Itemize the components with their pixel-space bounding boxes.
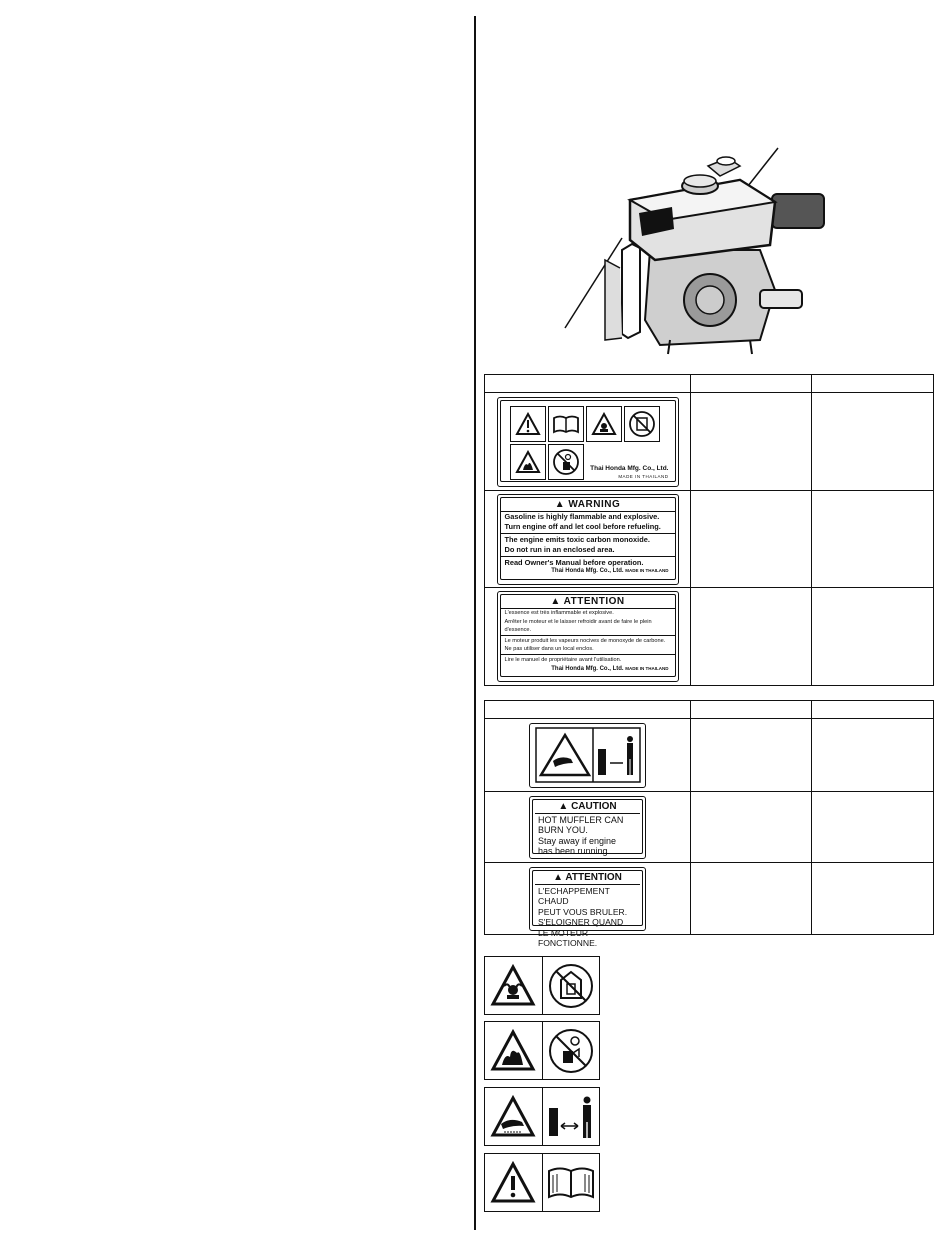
- attention-line: Lire le manuel de propriétaire avant l'utilisation.: [504, 656, 622, 663]
- warning-triangle-icon: ▲: [554, 498, 566, 510]
- label-table-1: [484, 374, 934, 686]
- table2-cell: [812, 792, 934, 863]
- attention-line: Ne pas utiliser dans un local enclos.: [501, 645, 675, 655]
- no-refuel-while-hot-icon: [547, 1027, 595, 1075]
- legend-fire: [484, 1021, 600, 1080]
- warning-line: The engine emits toxic carbon monoxide.: [504, 534, 650, 544]
- general-warning-icon: [490, 1161, 536, 1205]
- origin-text: MADE IN THAILAND: [618, 473, 669, 479]
- manufacturer-text: Thai Honda Mfg. Co., Ltd.: [590, 464, 669, 472]
- warning-line: Do not run in an enclosed area.: [501, 545, 675, 557]
- table1-cell: [812, 588, 934, 686]
- carbon-monoxide-warning-icon: [586, 406, 622, 442]
- table1-cell: [691, 491, 812, 588]
- attention-label-2: [529, 867, 646, 948]
- caution-line: HOT MUFFLER CAN: [538, 814, 624, 825]
- table1-header-1: [485, 375, 691, 393]
- table1-header-2: [691, 375, 812, 393]
- table2-header-1: [485, 701, 691, 719]
- table1-cell: [812, 393, 934, 491]
- table2-cell: [691, 792, 812, 863]
- attention-line: L'essence est très inflammable et explosive.: [504, 610, 614, 616]
- legend-hot-muffler: [484, 1087, 600, 1146]
- warning-triangle-icon: ▲: [558, 800, 569, 812]
- table2-cell: [812, 863, 934, 935]
- origin-text: MADE IN THAILAND: [625, 666, 669, 671]
- carbon-monoxide-warning-icon: [490, 964, 536, 1008]
- warning-title: WARNING: [568, 498, 621, 510]
- pictogram-label: [497, 397, 679, 487]
- label-table-2: [484, 700, 934, 948]
- no-enclosed-area-icon: [547, 962, 595, 1010]
- manufacturer-text: Thai Honda Mfg. Co., Ltd.: [551, 666, 624, 672]
- attention-line: Le moteur produit les vapeurs nocives de monoxyde de carbone.: [504, 637, 666, 644]
- legend-carbon-monoxide: [484, 956, 600, 1015]
- no-enclosed-area-icon: [624, 406, 660, 442]
- attention-line: S'ELOIGNER QUAND: [538, 917, 624, 927]
- general-warning-icon: [510, 406, 546, 442]
- caution-label: [529, 796, 646, 859]
- engine-illustration: [560, 140, 860, 360]
- caution-line: has been running.: [538, 846, 611, 856]
- attention-label: [497, 591, 679, 682]
- keep-distance-icon: [545, 1094, 597, 1140]
- attention-line: PEUT VOUS BRULER.: [538, 906, 628, 917]
- muffler-pictogram-label: [529, 723, 646, 788]
- manufacturer-text: Thai Honda Mfg. Co., Ltd.: [551, 567, 624, 574]
- table1-header-3: [812, 375, 934, 393]
- table1-cell: [812, 491, 934, 588]
- warning-triangle-icon: ▲: [550, 596, 561, 607]
- table2-cell: [691, 719, 812, 792]
- warning-label: [497, 494, 679, 585]
- read-manual-icon: [545, 1163, 597, 1203]
- warning-line: Turn engine off and let cool before refueling.: [501, 522, 675, 534]
- origin-text: MADE IN THAILAND: [625, 567, 669, 573]
- warning-line: Read Owner's Manual before operation.: [504, 557, 644, 567]
- column-divider: [474, 16, 476, 1230]
- table2-cell: [812, 719, 934, 792]
- attention-title: ATTENTION: [565, 871, 622, 883]
- attention-line: Arrêter le moteur et le laisser refroidir avant de faire le plein d'essence.: [501, 618, 675, 636]
- table2-cell: [691, 863, 812, 935]
- read-manual-icon: [548, 406, 584, 442]
- table1-cell: [691, 393, 812, 491]
- hot-surface-warning-icon: [490, 1095, 536, 1139]
- table2-header-2: [691, 701, 812, 719]
- fire-warning-icon: [510, 444, 546, 480]
- caution-line: Stay away if engine: [538, 835, 617, 846]
- attention-title: ATTENTION: [563, 596, 625, 607]
- warning-line: Gasoline is highly flammable and explosive.: [504, 511, 660, 521]
- attention-line: L'ECHAPPEMENT CHAUD: [538, 885, 610, 906]
- caution-line: BURN YOU.: [538, 825, 588, 835]
- table1-cell: [691, 588, 812, 686]
- table2-header-3: [812, 701, 934, 719]
- fire-warning-icon: [490, 1029, 536, 1073]
- no-refuel-while-hot-icon: [548, 444, 584, 480]
- attention-line: LE MOTEUR FONCTIONNE.: [538, 927, 598, 948]
- caution-title: CAUTION: [571, 800, 617, 812]
- warning-triangle-icon: ▲: [553, 871, 563, 883]
- legend-general: [484, 1153, 600, 1212]
